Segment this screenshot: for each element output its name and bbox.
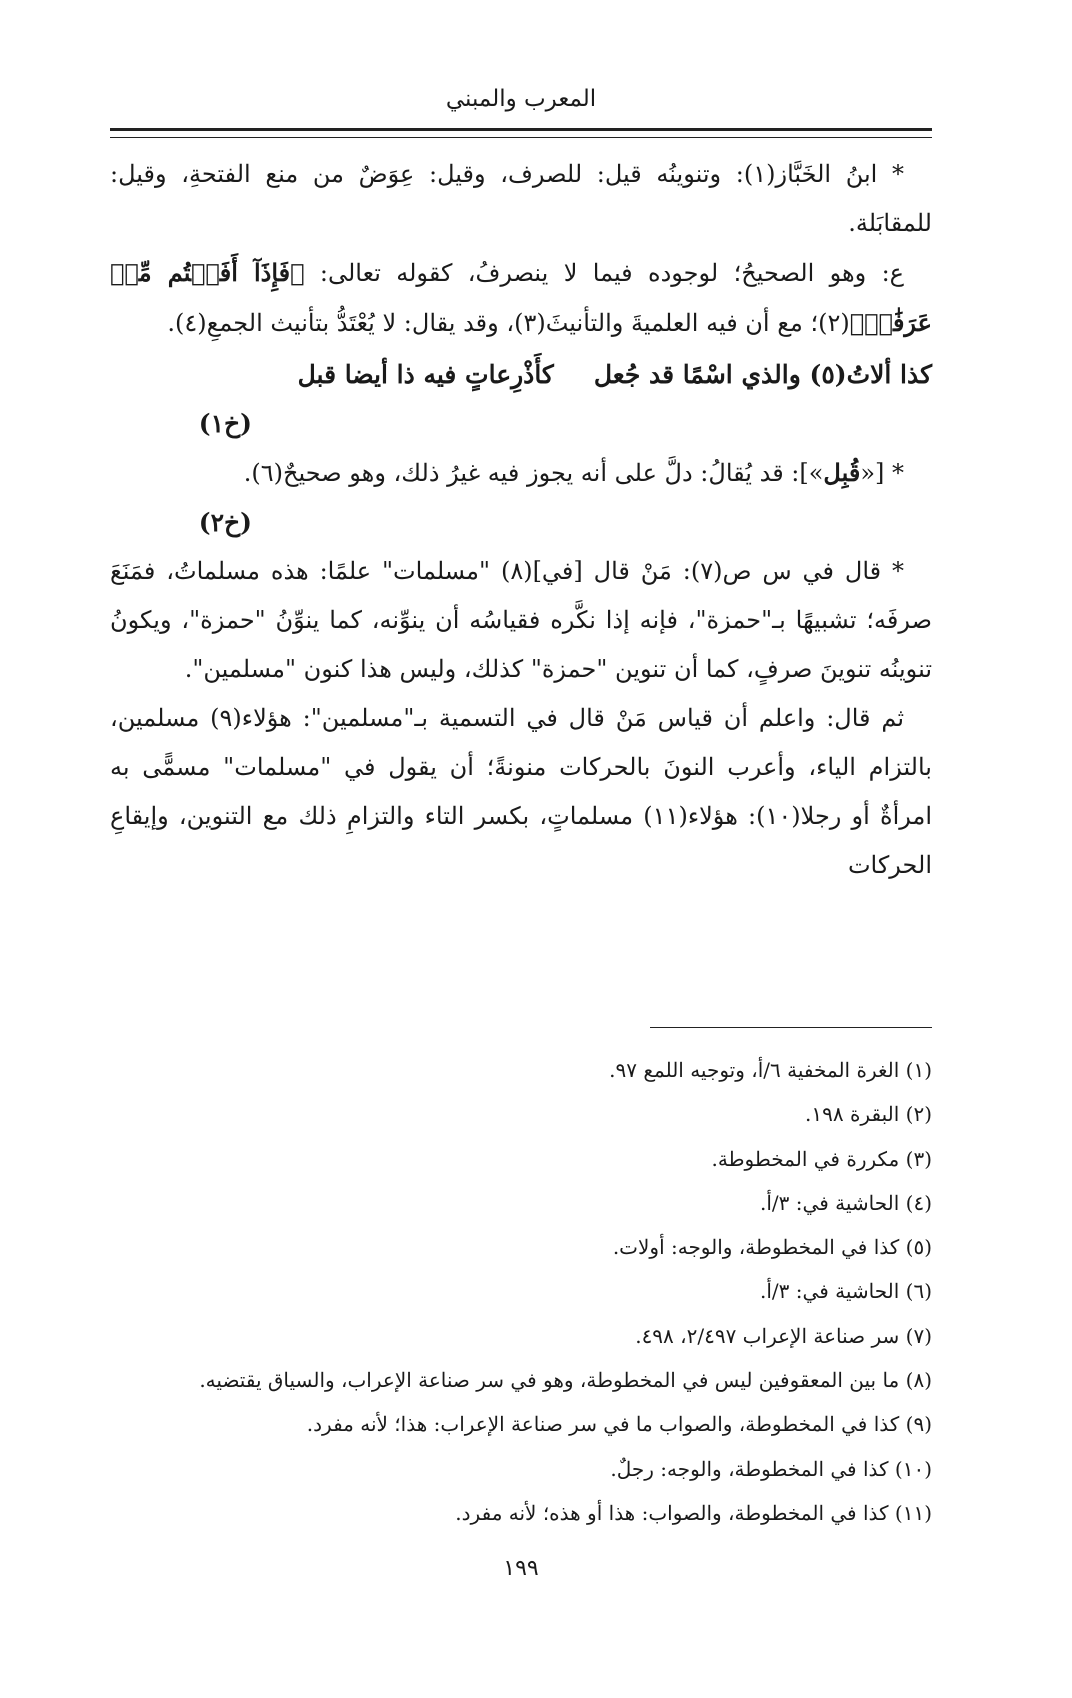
main-text <box>110 150 932 890</box>
verse-hemistich-2: كأَذْرِعاتٍ فيه ذا أيضا قبل <box>297 360 554 389</box>
marker-kh1: (خ١) <box>198 409 252 438</box>
quran-quote: ﴿فَإِذَآ أَفَضۡتُم مِّنۡ عَرَفَٰتٖ﴾ <box>110 258 932 337</box>
footnote: (١٠) كذا في المخطوطة، والوجه: رجلٌ. <box>610 1456 932 1481</box>
footnotes <box>110 1048 932 1535</box>
footnote: (٩) كذا في المخطوطة، والصواب ما في سر صناعة الإعراب: هذا؛ لأنه مفرد. <box>306 1412 932 1437</box>
header-rule-thick <box>110 128 932 131</box>
footnote: (٨) ما بين المعقوفين ليس في المخطوطة، وهو في سر صناعة الإعراب، والسياق يقتضيه. <box>199 1368 932 1393</box>
running-header: المعرب والمبني <box>445 86 597 112</box>
header-rule-thin <box>110 137 932 138</box>
document-page <box>110 0 932 1698</box>
paragraph-qubil <box>110 448 932 498</box>
footnote: (٣) مكررة في المخطوطة. <box>711 1146 932 1171</box>
page-number: ١٩٩ <box>503 1556 539 1581</box>
paragraph-thumma-qal: ثم قال: واعلم أن قياس مَنْ قال في التسمية بـ"مسلمين": هؤلاء(٩) مسلمين، بالتزام الياء، وأعرب النونَ بالحركات منونةً؛ أن يقول في "مسلمات" مسمًّى به امرأةٌ أو رجلا(١٠): هؤلاء(١١) مسلماتٍ، بكسر التاء والتزامِ ذلك مع التنوين، وإيقاعِ الحركات <box>110 704 933 879</box>
footnote: (٦) الحاشية في: ٣/أ. <box>760 1279 932 1304</box>
footnote: (٤) الحاشية في: ٣/أ. <box>760 1190 932 1215</box>
verse-hemistich-1: كذا ألاتُ(٥) والذي اسْمًا قد جُعل <box>593 360 932 389</box>
paragraph-ibn-alkhabbaz: * ابنُ الخَبَّاز(١): وتنوينُه قيل: للصرف، وقيل: عِوَضٌ من منع الفتحةِ، وقيل: للمقابَلة. <box>110 160 932 237</box>
poetry-verse <box>110 350 932 399</box>
footnote: (١١) كذا في المخطوطة، والصواب: هذا أو هذه؛ لأنه مفرد. <box>455 1500 932 1525</box>
paragraph-sahih-text-a: ع: وهو الصحيحُ؛ لوجوده فيما لا ينصرفُ، كقوله تعالى: <box>304 259 905 287</box>
marker-kh2: (خ٢) <box>198 508 252 537</box>
paragraph-qubil-text: »]: قد يُقالُ: دلَّ على أنه يجوز فيه غيرُ ذلك، وهو صحيحٌ(٦). <box>243 459 824 487</box>
footnote: (٢) البقرة ١٩٨. <box>805 1102 932 1127</box>
footnote: (١) الغرة المخفية ٦/أ، وتوجيه اللمع ٩٧. <box>609 1058 932 1082</box>
footnote: (٥) كذا في المخطوطة، والوجه: أولات. <box>612 1235 932 1260</box>
paragraph-sahih <box>110 248 932 348</box>
keyword-qubil: قُبِل <box>823 458 861 487</box>
footnote: (٧) سر صناعة الإعراب ٢/٤٩٧، ٤٩٨. <box>635 1323 932 1348</box>
footnote-rule <box>650 1027 932 1028</box>
paragraph-qubil-open: * [« <box>860 459 904 487</box>
paragraph-sahih-text-b: (٢)؛ مع أن فيه العلميةَ والتأنيثَ(٣)، وقد يقال: لا يُعْتَدُّ بتأنيث الجمعِ(٤). <box>167 309 850 337</box>
paragraph-muslimat: * قال في س ص(٧): مَنْ قال [في](٨) "مسلمات" علمًا: هذه مسلماتُ، فمَنَعَ صرفَه؛ تشبيهًا بـ"حمزة"، فإنه إذا نكَّره فقياسُه أن ينوِّنه، كما ينوِّنُ "حمزة"، ويكونُ تنوينُه تنوينَ صرفٍ، كما أن تنوين "حمزة" كذلك، وليس هذا كنون "مسلمين". <box>110 557 932 683</box>
